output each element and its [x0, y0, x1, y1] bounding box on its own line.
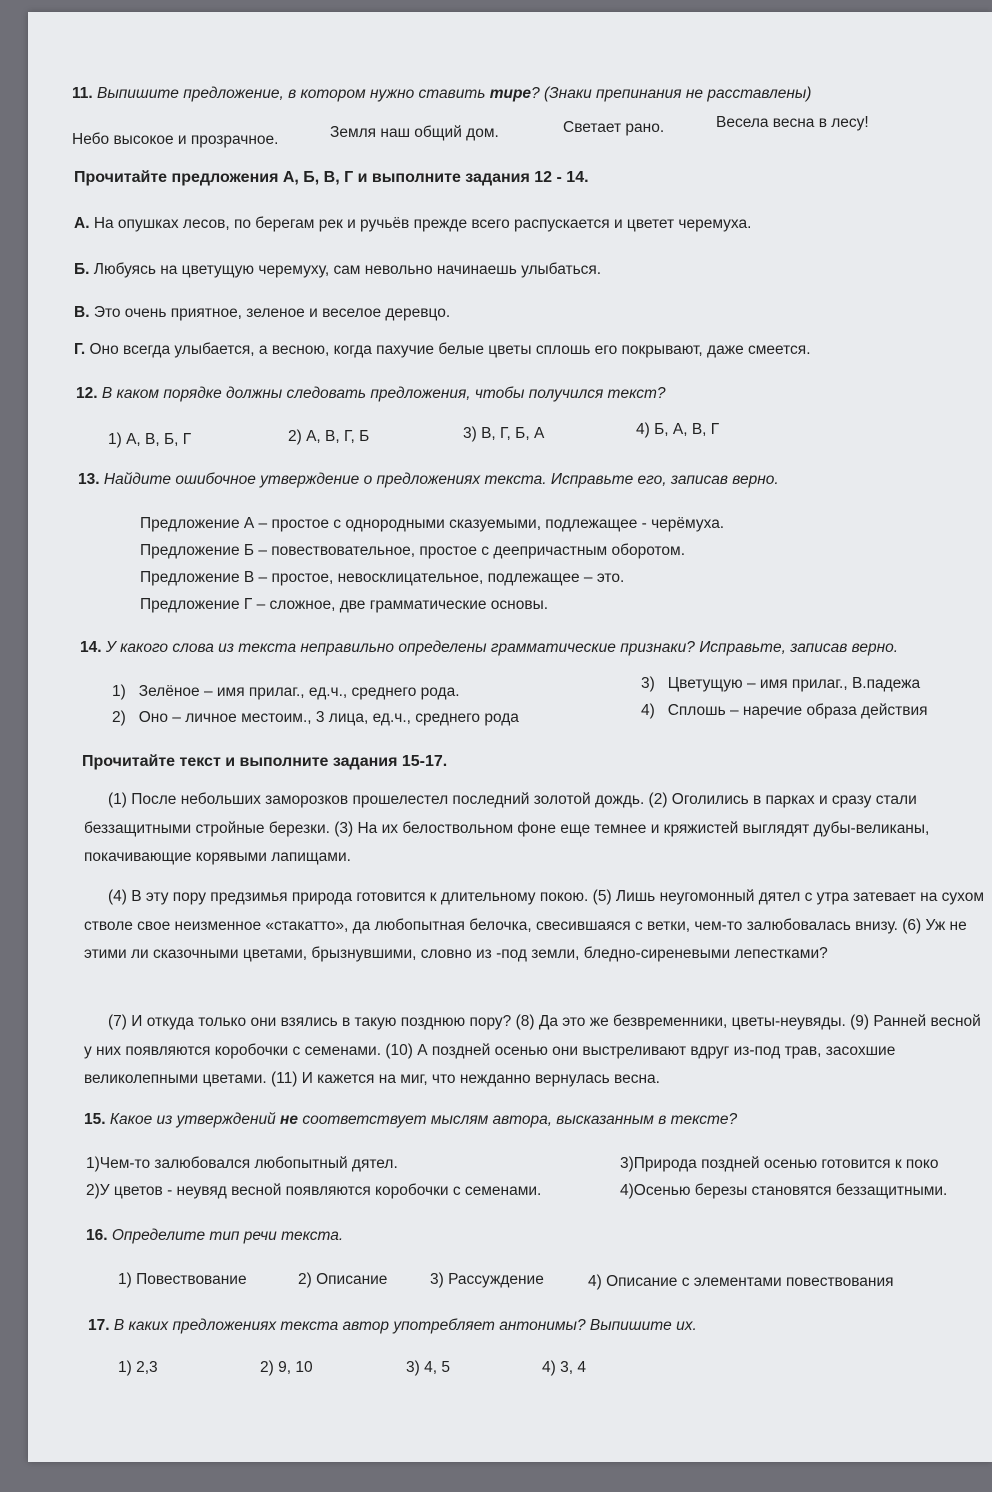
- sentence-a: А. На опушках лесов, по берегам рек и ручьёв прежде всего распускается и цветет черемуха.: [74, 215, 752, 232]
- question-number: 11.: [72, 85, 93, 102]
- sentence-g: Г. Оно всегда улыбается, а весною, когда пахучие белые цветы сплошь его покрывают, даже смеется.: [74, 341, 811, 358]
- question-16: 16. Определите тип речи текста.: [86, 1227, 344, 1244]
- option: 2) 9, 10: [260, 1359, 313, 1376]
- option: 4) Б, А, В, Г: [636, 421, 720, 438]
- sentence-v: В. Это очень приятное, зеленое и веселое деревцо.: [74, 304, 451, 321]
- option: 2) А, В, Г, Б: [288, 428, 370, 445]
- option: 2) Оно – личное местоим., 3 лица, ед.ч., среднего рода: [112, 709, 519, 726]
- question-17: 17. В каких предложениях текста автор употребляет антонимы? Выпишите их.: [88, 1317, 697, 1334]
- statement: Предложение Б – повествовательное, простое с деепричастным оборотом.: [140, 542, 686, 559]
- question-12: 12. В каком порядке должны следовать предложения, чтобы получился текст?: [76, 385, 666, 402]
- question-text: Выпишите предложение, в котором нужно ставить: [97, 85, 490, 102]
- question-15: 15. Какое из утверждений не соответствует мыслям автора, высказанным в тексте?: [84, 1111, 738, 1128]
- option: 3) В, Г, Б, А: [463, 425, 545, 442]
- question-14: 14. У какого слова из текста неправильно определены грамматические признаки? Исправьте, записав верно.: [80, 639, 899, 656]
- option: 2) Описание: [298, 1271, 388, 1288]
- option: Весела весна в лесу!: [716, 114, 869, 131]
- option: Земля наш общий дом.: [330, 124, 499, 141]
- statement: Предложение А – простое с однородными сказуемыми, подлежащее - черёмуха.: [140, 515, 725, 532]
- option: 3) Цветущую – имя прилаг., В.падежа: [641, 675, 921, 692]
- question-text: ? (Знаки препинания не расставлены): [531, 85, 812, 102]
- option: Светает рано.: [563, 119, 665, 136]
- option: 4) Сплошь – наречие образа действия: [641, 702, 928, 719]
- sentence-b: Б. Любуясь на цветущую черемуху, сам невольно начинаешь улыбаться.: [74, 261, 602, 278]
- option: 4)Осенью березы становятся беззащитными.: [620, 1182, 948, 1199]
- option: 1) Зелёное – имя прилаг., ед.ч., среднего рода.: [112, 683, 460, 700]
- option: 2)У цветов - неувяд весной появляются коробочки с семенами.: [86, 1182, 542, 1199]
- question-11: [72, 84, 811, 104]
- text-paragraph: (7) И откуда только они взялись в такую позднюю пору? (8) Да это же безвременники, цветы-неувяды. (9) Ранней весной у них появляются коробочки с семенами. (10) А поздней осенью они выстреливают вдруг из-под трав, засохшие великолепными цветами. (11) И кажется на миг, что нежданно вернулась весна.: [84, 1013, 981, 1087]
- statement: Предложение В – простое, невосклицательное, подлежащее – это.: [140, 569, 625, 586]
- section-heading: Прочитайте предложения А, Б, В, Г и выполните задания 12 - 14.: [74, 169, 589, 186]
- question-emphasis: тире: [489, 85, 532, 102]
- text-paragraph: (4) В эту пору предзимья природа готовится к длительному покою. (5) Лишь неугомонный дятел с утра затевает на сухом стволе свое неизменное «стакатто», да любопытная белочка, свесившаяся с ветки, чем-то залюбовалась внизу. (6) Уж не этими ли сказочными цветами, брызнувшими, словно из -под земли, бледно-сиреневыми лепестками?: [84, 888, 984, 962]
- option: 1)Чем-то залюбовался любопытный дятел.: [86, 1155, 398, 1172]
- option: 4) 3, 4: [542, 1359, 586, 1376]
- option: 3) Рассуждение: [430, 1271, 544, 1288]
- option: 1) А, В, Б, Г: [108, 431, 192, 448]
- option: 3) 4, 5: [406, 1359, 450, 1376]
- statement: Предложение Г – сложное, две грамматические основы.: [140, 596, 549, 613]
- option: 4) Описание с элементами повествования: [588, 1273, 894, 1290]
- text-paragraph: (1) После небольших заморозков прошелестел последний золотой дождь. (2) Оголились в парках и сразу стали беззащитными стройные березки. (3) На их белоствольном фоне еще темнее и кряжистей выглядят дубы-великаны, покачивающие корявыми лапищами.: [84, 791, 930, 865]
- option: 1) Повествование: [118, 1271, 247, 1288]
- option: Небо высокое и прозрачное.: [72, 131, 279, 148]
- question-13: 13. Найдите ошибочное утверждение о предложениях текста. Исправьте его, записав верно.: [78, 471, 779, 488]
- option: 3)Природа поздней осенью готовится к поко: [620, 1155, 939, 1172]
- option: 1) 2,3: [118, 1359, 158, 1376]
- section-heading: Прочитайте текст и выполните задания 15-17.: [82, 753, 448, 770]
